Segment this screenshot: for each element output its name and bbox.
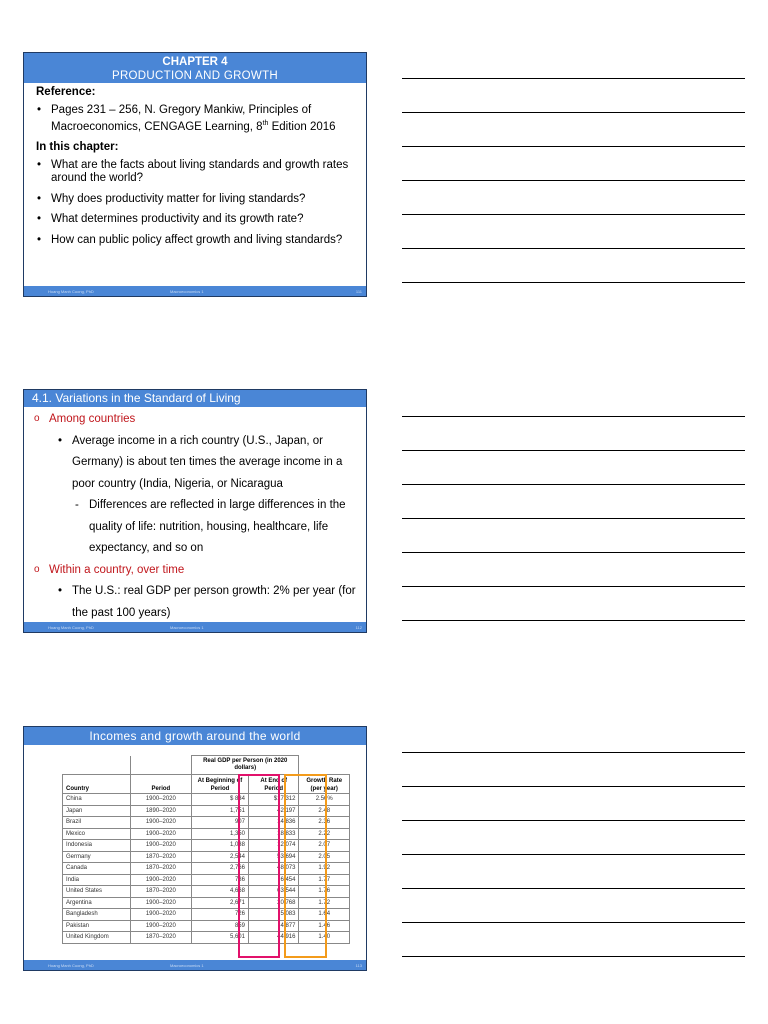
list-item: • What are the facts about living standards and growth rates around the world?	[36, 159, 358, 186]
table-cell: 2,544	[191, 851, 248, 863]
note-line	[402, 552, 745, 553]
footer-course: Macroeconomics 1	[170, 289, 204, 294]
note-line	[402, 112, 745, 113]
table-cell: 1900–2020	[130, 794, 191, 806]
footer-author: Hoang Manh Cuong, PhD	[48, 289, 94, 294]
slide-3	[23, 726, 367, 971]
slide-2-title: 4.1. Variations in the Standard of Living	[24, 390, 366, 407]
note-line	[402, 518, 745, 519]
chapter-bullets	[36, 159, 358, 248]
list-item: • What determines productivity and its growth rate?	[36, 213, 358, 227]
col-growth: Growth Rate (per year)	[299, 775, 350, 794]
group-header: Real GDP per Person (in 2020 dollars)	[191, 756, 298, 775]
table-cell: 6,454	[248, 874, 299, 886]
table-cell: Mexico	[63, 828, 131, 840]
table-cell: Pakistan	[63, 920, 131, 932]
list-item: • Why does productivity matter for living standards?	[36, 193, 358, 207]
note-line	[402, 620, 745, 621]
table-cell: 2.22	[299, 828, 350, 840]
table-cell: 1.77	[299, 874, 350, 886]
section-heading: o Within a country, over time	[34, 560, 358, 582]
table-cell: 1870–2020	[130, 886, 191, 898]
note-line	[402, 180, 745, 181]
table-cell: 14,836	[248, 817, 299, 829]
table-cell: 5,083	[248, 909, 299, 921]
table-cell: 2.07	[299, 840, 350, 852]
table-cell: Argentina	[63, 897, 131, 909]
table-cell: 42,197	[248, 805, 299, 817]
section-heading: o Among countries	[34, 409, 358, 431]
note-line	[402, 282, 745, 283]
table-cell: 1,350	[191, 828, 248, 840]
list-item: • Average income in a rich country (U.S., Japan, or Germany) is about ten times the average income in a poor country (India, Nigeria, or Nicaragua	[34, 431, 358, 496]
col-period: Period	[130, 775, 191, 794]
table-cell: 2.36	[299, 817, 350, 829]
table-cell: 1.40	[299, 932, 350, 944]
table-cell: 1,038	[191, 840, 248, 852]
table-cell: 726	[191, 909, 248, 921]
slide-1	[23, 52, 367, 297]
note-line	[402, 586, 745, 587]
table-cell: 2.56%	[299, 794, 350, 806]
table-cell: 1890–2020	[130, 805, 191, 817]
note-line	[402, 146, 745, 147]
slide-3-title: Incomes and growth around the world	[24, 727, 366, 745]
table-cell: 786	[191, 874, 248, 886]
col-end: At End of Period	[248, 775, 299, 794]
note-line	[402, 214, 745, 215]
table-cell: 1900–2020	[130, 897, 191, 909]
chapter-label: CHAPTER 4	[162, 56, 228, 68]
reference-heading: Reference:	[36, 86, 96, 98]
table-cell: 12,074	[248, 840, 299, 852]
footer-course: Macroeconomics 1	[170, 625, 204, 630]
note-line	[402, 854, 745, 855]
note-line	[402, 820, 745, 821]
note-line	[402, 786, 745, 787]
growth-rate-highlight	[284, 774, 327, 958]
table-cell: India	[63, 874, 131, 886]
slide-1-title-bar	[24, 53, 366, 83]
table-cell: United States	[63, 886, 131, 898]
slide-1-footer	[24, 286, 366, 296]
table-cell: 63,544	[248, 886, 299, 898]
table-cell: 4,668	[191, 886, 248, 898]
end-period-highlight	[238, 774, 280, 958]
table-cell: 48,073	[248, 863, 299, 875]
note-line	[402, 922, 745, 923]
table-cell: Brazil	[63, 817, 131, 829]
table-cell: 4,877	[248, 920, 299, 932]
table-group-header	[63, 756, 350, 775]
note-line	[402, 888, 745, 889]
footer-course: Macroeconomics 1	[170, 963, 204, 968]
reference-item: • Pages 231 – 256, N. Gregory Mankiw, Principles of Macroeconomics, CENGAGE Learning, 8th Edition 2016	[36, 104, 358, 135]
table-cell: 1900–2020	[130, 828, 191, 840]
page-number: 111	[355, 289, 362, 294]
page-number: 113	[355, 963, 362, 968]
reference-list	[36, 104, 358, 135]
list-item: • How can public policy affect growth and living standards?	[36, 234, 358, 248]
slide-2	[23, 389, 367, 633]
table-cell: 1900–2020	[130, 817, 191, 829]
table-cell: 1.72	[299, 897, 350, 909]
table-cell: 1900–2020	[130, 840, 191, 852]
note-line	[402, 248, 745, 249]
table-cell: 1.64	[299, 909, 350, 921]
table-cell: Japan	[63, 805, 131, 817]
table-cell: 1870–2020	[130, 851, 191, 863]
table-cell: 1900–2020	[130, 920, 191, 932]
col-beginning: At Beginning of Period	[191, 775, 248, 794]
table-cell: Bangladesh	[63, 909, 131, 921]
table-cell: 2,766	[191, 863, 248, 875]
note-line	[402, 752, 745, 753]
table-cell: 1870–2020	[130, 863, 191, 875]
table-cell: 18,833	[248, 828, 299, 840]
table-cell: 1.76	[299, 886, 350, 898]
table-cell: 5,601	[191, 932, 248, 944]
page-number: 112	[355, 625, 362, 630]
table-cell: 2,671	[191, 897, 248, 909]
note-line	[402, 956, 745, 957]
table-cell: 1900–2020	[130, 909, 191, 921]
table-cell: 859	[191, 920, 248, 932]
col-country: Country	[63, 775, 131, 794]
slide-2-footer	[24, 622, 366, 632]
table-cell: China	[63, 794, 131, 806]
table-cell: 44,916	[248, 932, 299, 944]
table-cell: 1,751	[191, 805, 248, 817]
table-cell: United Kingdom	[63, 932, 131, 944]
list-subitem: - Differences are reflected in large differences in the quality of life: nutrition, housing, healthcare, life expectancy, and so on	[34, 495, 358, 560]
table-cell: 1.46	[299, 920, 350, 932]
table-cell: 907	[191, 817, 248, 829]
table-cell: Germany	[63, 851, 131, 863]
note-line	[402, 78, 745, 79]
note-line	[402, 450, 745, 451]
table-cell: 1900–2020	[130, 874, 191, 886]
table-cell: Indonesia	[63, 840, 131, 852]
list-item: • The U.S.: real GDP per person growth: 2% per year (for the past 100 years)	[34, 581, 358, 624]
slide-1-body	[24, 83, 366, 247]
note-line	[402, 484, 745, 485]
note-line	[402, 416, 745, 417]
slide-1-title: PRODUCTION AND GROWTH	[111, 70, 279, 82]
table-cell: 1870–2020	[130, 932, 191, 944]
chapter-heading: In this chapter:	[36, 141, 119, 154]
table-cell: 20,768	[248, 897, 299, 909]
table-cell: Canada	[63, 863, 131, 875]
slide-3-footer	[24, 960, 366, 970]
table-cell: $17,312	[248, 794, 299, 806]
table-cell: 53,694	[248, 851, 299, 863]
slide-2-body	[24, 407, 366, 624]
footer-author: Hoang Manh Cuong, PhD	[48, 625, 94, 630]
footer-author: Hoang Manh Cuong, PhD	[48, 963, 94, 968]
table-cell: 2.05	[299, 851, 350, 863]
table-cell: $ 834	[191, 794, 248, 806]
table-cell: 1.92	[299, 863, 350, 875]
table-cell: 2.48	[299, 805, 350, 817]
